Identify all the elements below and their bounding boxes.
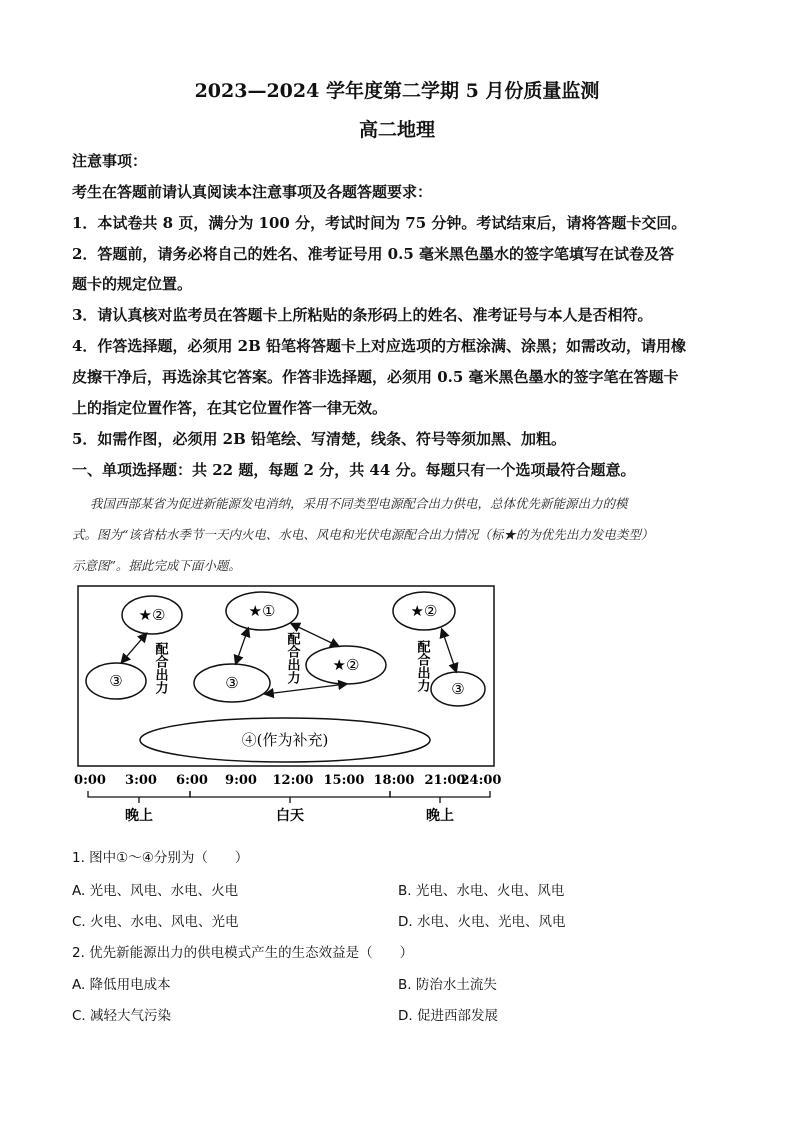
notice-line: 2．答题前，请务必将自己的姓名、准考证号用 0.5 毫米黑色墨水的签字笔填写在试卷及答 xyxy=(72,245,674,263)
notice-heading: 注意事项： xyxy=(72,152,148,170)
coop-arrow xyxy=(442,630,456,671)
coop-label: 配合出力 xyxy=(152,642,168,694)
period-label: 晚上 xyxy=(125,808,153,824)
node-label: ★② xyxy=(410,602,438,620)
node-label: ④(作为补充) xyxy=(241,731,329,749)
time-tick: 24:00 xyxy=(460,773,502,788)
question-option[interactable]: B. 防治水土流失 xyxy=(398,977,497,993)
time-tick: 15:00 xyxy=(323,773,365,788)
question-option[interactable]: D. 水电、火电、光电、风电 xyxy=(398,914,566,930)
coop-arrow xyxy=(236,629,248,663)
question-stem: 2. 优先新能源出力的供电模式产生的生态效益是（ ） xyxy=(72,945,414,961)
node-label: ③ xyxy=(109,672,123,690)
node-label: ★② xyxy=(332,656,360,674)
notice-line: 5．如需作图，必须用 2B 铅笔绘、写清楚，线条、符号等须加黑、加粗。 xyxy=(72,430,566,448)
time-tick: 0:00 xyxy=(74,773,106,788)
intro-line: 我国西部某省为促进新能源发电消纳，采用不同类型电源配合出力供电，总体优先新能源出力的模 xyxy=(90,496,628,511)
notice-line: 题卡的规定位置。 xyxy=(72,275,193,293)
question-option[interactable]: B. 光电、水电、火电、风电 xyxy=(398,883,565,899)
period-label: 晚上 xyxy=(426,808,454,824)
section-title: 一、单项选择题：共 22 题，每题 2 分，共 44 分。每题只有一个选项最符合题意。 xyxy=(72,461,636,479)
page-title: 2023—2024 学年度第二学期 5 月份质量监测 xyxy=(194,80,600,102)
question-option[interactable]: D. 促进西部发展 xyxy=(398,1008,498,1024)
power-supply-figure xyxy=(74,584,502,824)
intro-line: 式。图为“该省枯水季节一天内火电、水电、风电和光伏电源配合出力情况（标★的为优先出力发电类型） xyxy=(72,527,654,542)
question-option[interactable]: C. 火电、水电、风电、光电 xyxy=(72,914,239,930)
node-label: ③ xyxy=(225,674,239,692)
period-label: 白天 xyxy=(276,808,304,824)
question-stem: 1. 图中①～④分别为（ ） xyxy=(72,850,249,866)
coop-arrow xyxy=(122,634,146,662)
time-tick: 9:00 xyxy=(225,773,257,788)
question-option[interactable]: A. 降低用电成本 xyxy=(72,977,171,993)
period-brace xyxy=(88,791,190,797)
notice-line: 4．作答选择题，必须用 2B 铅笔将答题卡上对应选项的方框涂满、涂黑；如需改动，请用橡 xyxy=(72,337,687,355)
time-tick: 3:00 xyxy=(125,773,157,788)
notice-line: 考生在答题前请认真阅读本注意事项及各题答题要求： xyxy=(72,183,433,201)
node-label: ★② xyxy=(138,606,166,624)
time-tick: 6:00 xyxy=(176,773,208,788)
coop-label: 配合出力 xyxy=(414,640,430,692)
coop-arrow xyxy=(266,684,346,694)
notice-line: 上的指定位置作答，在其它位置作答一律无效。 xyxy=(72,399,388,417)
notice-line: 3．请认真核对监考员在答题卡上所粘贴的条形码上的姓名、准考证号与本人是否相符。 xyxy=(72,306,653,324)
page-subtitle: 高二地理 xyxy=(358,119,435,141)
time-axis xyxy=(74,773,501,788)
time-tick: 21:00 xyxy=(424,773,466,788)
question-option[interactable]: C. 减轻大气污染 xyxy=(72,1008,172,1024)
time-tick: 12:00 xyxy=(272,773,314,788)
node-label: ③ xyxy=(451,680,465,698)
question-option[interactable]: A. 光电、风电、水电、火电 xyxy=(72,883,239,899)
notice-line: 皮擦干净后，再选涂其它答案。作答非选择题，必须用 0.5 毫米黑色墨水的签字笔在答题卡 xyxy=(72,368,679,386)
node-label: ★① xyxy=(248,602,276,620)
intro-line: 示意图”。据此完成下面小题。 xyxy=(72,558,241,573)
notice-line: 1．本试卷共 8 页，满分为 100 分，考试时间为 75 分钟。考试结束后，请将答题卡交回。 xyxy=(72,214,687,232)
coop-label: 配合出力 xyxy=(284,632,300,684)
time-tick: 18:00 xyxy=(373,773,415,788)
period-brace xyxy=(390,791,490,797)
period-brace xyxy=(190,791,390,797)
